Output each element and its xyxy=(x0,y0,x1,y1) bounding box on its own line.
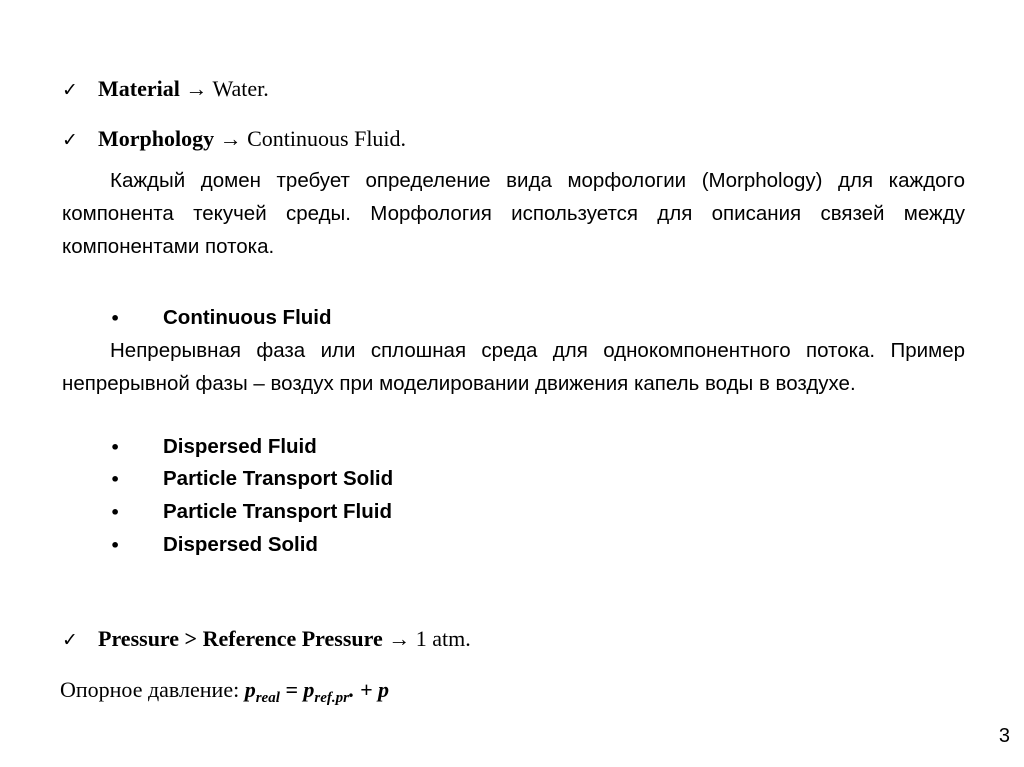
formula-symbol: p xyxy=(244,677,256,702)
formula-operator: = xyxy=(279,677,304,702)
check-item-value: Continuous Fluid. xyxy=(247,126,407,151)
bullet-label: Particle Transport Fluid xyxy=(163,500,392,523)
formula-symbol: p xyxy=(303,677,315,702)
bullet-item-particle-transport-solid xyxy=(110,462,393,496)
bullet-icon: • xyxy=(110,309,121,328)
bullet-icon: • xyxy=(110,470,121,489)
arrow: → xyxy=(214,126,248,151)
bullet-label: Continuous Fluid xyxy=(163,306,332,329)
check-item-morphology xyxy=(62,126,406,153)
continuous-description: Непрерывная фаза или сплошная среда для однокомпонентного потока. Пример непрерывной фазы – воздух при моделировании движения капель воды в воздухе. xyxy=(62,339,965,395)
bullet-label: Dispersed Solid xyxy=(163,533,318,556)
check-item-label: Material xyxy=(98,76,180,101)
formula-dot: . xyxy=(349,677,355,702)
bullet-item-continuous-fluid xyxy=(110,301,332,335)
formula-subscript: ref.pr xyxy=(314,690,349,706)
check-item-material xyxy=(62,76,269,103)
bullet-item-particle-transport-fluid xyxy=(110,495,392,529)
formula-subscript: real xyxy=(255,690,280,706)
bullet-item-dispersed-solid xyxy=(110,528,318,562)
bullet-label: Dispersed Fluid xyxy=(163,435,317,458)
arrow: → xyxy=(382,626,416,651)
check-item-label: Pressure > Reference Pressure xyxy=(98,626,383,651)
check-item-value: 1 atm. xyxy=(415,626,471,651)
formula-prefix: Опорное давление: xyxy=(60,677,245,702)
bullet-icon: • xyxy=(110,438,121,457)
check-icon: ✓ xyxy=(62,629,78,651)
page-number: 3 xyxy=(998,725,1010,747)
bullet-icon: • xyxy=(110,536,121,555)
bullet-icon: • xyxy=(110,503,121,522)
formula-symbol: p xyxy=(378,677,390,702)
check-icon: ✓ xyxy=(62,129,78,151)
bullet-label: Particle Transport Solid xyxy=(163,467,394,490)
check-item-value: Water. xyxy=(212,76,269,101)
morphology-description: Каждый домен требует определение вида морфологии (Morphology) для каждого компонента текучей среды. Морфология используется для описания связей между компонентами потока. xyxy=(62,169,965,258)
check-item-pressure xyxy=(62,626,471,653)
check-item-label: Morphology xyxy=(98,126,215,151)
formula-operator: + xyxy=(354,677,379,702)
check-icon: ✓ xyxy=(62,79,78,101)
arrow: → xyxy=(179,76,213,101)
bullet-item-dispersed-fluid xyxy=(110,430,317,464)
reference-pressure-formula xyxy=(60,676,389,712)
